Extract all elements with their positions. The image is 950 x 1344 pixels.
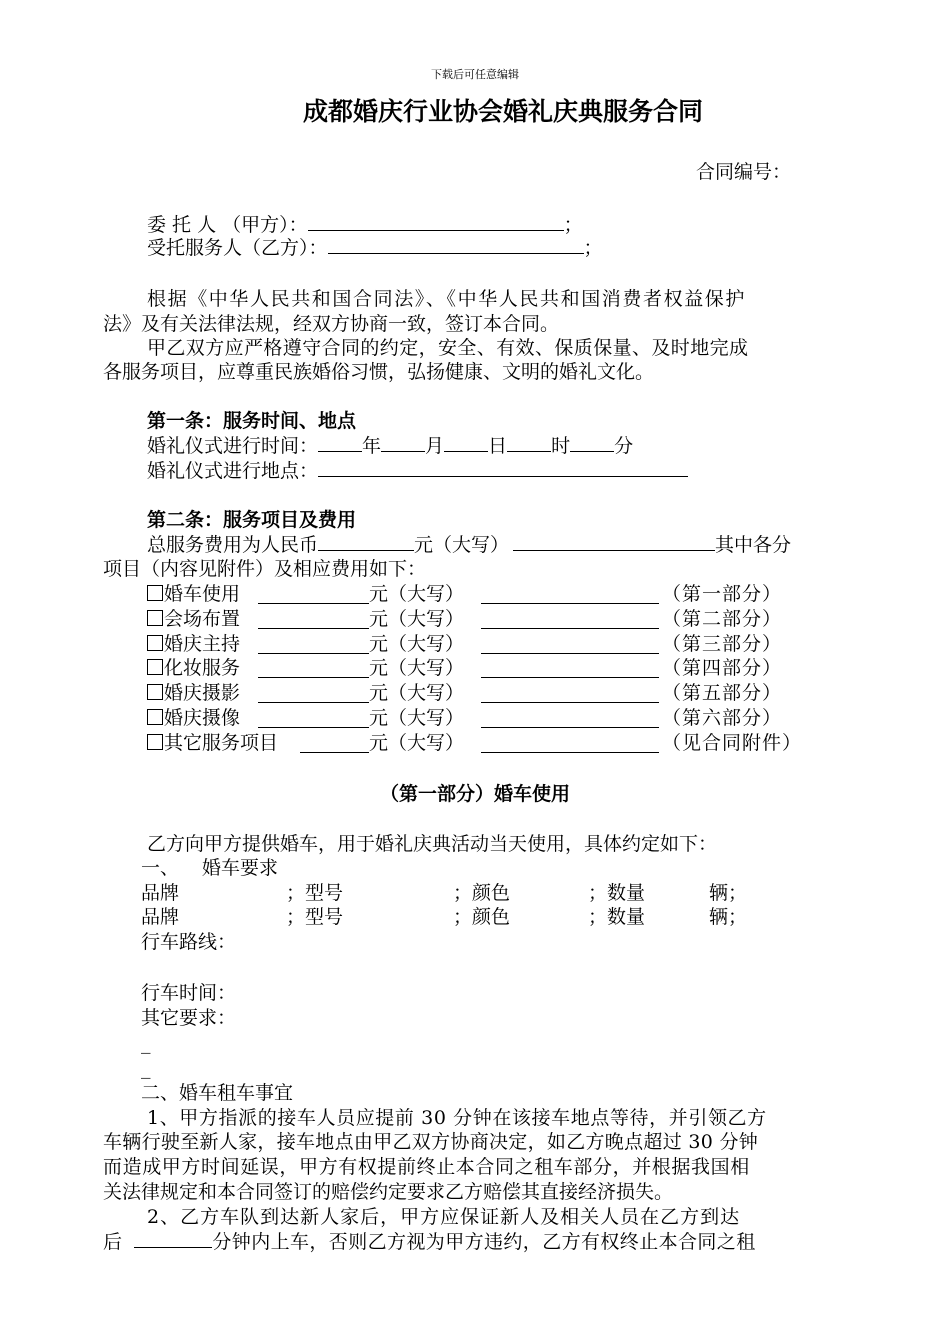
intro-p2-line1: 甲乙双方应严格遵守合同的约定，安全、有效、保质保量、及时地完成 <box>147 337 749 359</box>
other-requirements-label: 其它要求： <box>141 1007 237 1029</box>
fee-item-caps-blank[interactable] <box>481 610 659 629</box>
checkbox[interactable] <box>147 635 163 651</box>
quantity-label: ；数量 <box>588 882 646 904</box>
fee-item-yuan-label: 元（大写） <box>369 583 465 605</box>
article1-place-line <box>147 458 688 484</box>
article2-heading: 第二条：服务项目及费用 <box>147 509 357 531</box>
day-blank[interactable] <box>444 433 488 452</box>
hour-label: 时 <box>551 435 571 457</box>
total-fee-tail: 其中各分 <box>715 534 792 556</box>
fee-item-name: 婚庆摄影 <box>164 682 241 705</box>
month-blank[interactable] <box>381 433 425 452</box>
fee-item-row <box>147 681 827 706</box>
month-label: 月 <box>425 435 445 457</box>
fee-item-part: （第四部分） <box>662 657 783 680</box>
fee-item-amount-blank[interactable] <box>258 684 369 703</box>
model-label: ；型号 <box>286 906 344 928</box>
fee-item-part: （见合同附件） <box>662 731 803 754</box>
quantity-label: ；数量 <box>588 906 646 928</box>
car-spec-row <box>141 881 761 906</box>
total-fee-blank[interactable] <box>318 532 414 551</box>
checkbox[interactable] <box>147 734 163 750</box>
color-label: ；颜色 <box>453 906 511 928</box>
section1-line <box>141 856 278 881</box>
total-fee-caps-blank[interactable] <box>513 532 715 551</box>
time-label: 婚礼仪式进行时间： <box>147 435 319 457</box>
fee-item-amount-blank[interactable] <box>258 585 369 604</box>
fee-item-name: 婚庆摄像 <box>164 707 241 729</box>
fee-item-part: （第一部分） <box>662 583 783 605</box>
fee-item-row <box>147 656 827 681</box>
fee-item-amount-blank[interactable] <box>258 659 369 678</box>
clause1-line3: 而造成甲方时间延误，甲方有权提前终止本合同之租车部分，并根据我国相 <box>103 1156 750 1178</box>
year-label: 年 <box>362 435 382 457</box>
car-spec-row <box>141 905 761 930</box>
party-b-blank[interactable] <box>328 235 584 254</box>
fee-item-yuan-label: 元（大写） <box>369 731 465 754</box>
hour-blank[interactable] <box>507 433 551 452</box>
clause2-line1: 2、乙方车队到达新人家后，甲方应保证新人及相关人员在乙方到达 <box>147 1206 741 1228</box>
checkbox[interactable] <box>147 659 163 675</box>
fee-item-amount-blank[interactable] <box>258 635 369 654</box>
fee-item-amount-blank[interactable] <box>258 610 369 629</box>
fee-item-amount-blank[interactable] <box>258 709 369 728</box>
place-label: 婚礼仪式进行地点： <box>147 460 319 482</box>
party-a-semicolon: ； <box>563 214 583 236</box>
route-label: 行车路线： <box>141 931 237 953</box>
fee-item-yuan-label: 元（大写） <box>369 607 465 630</box>
fee-item-row <box>147 731 827 756</box>
fee-item-caps-blank[interactable] <box>481 659 659 678</box>
minute-label: 分 <box>614 435 634 457</box>
contract-number-label: 合同编号： <box>696 161 792 183</box>
party-a-label: 委 托 人 （甲方）： <box>147 214 308 236</box>
year-blank[interactable] <box>318 433 362 452</box>
fee-item-yuan-label: 元（大写） <box>369 657 465 680</box>
fee-item-caps-blank[interactable] <box>481 684 659 703</box>
total-fee-line <box>147 532 791 558</box>
fee-item-name: 其它服务项目 <box>164 731 279 754</box>
party-a-blank[interactable] <box>308 212 564 231</box>
minutes-blank[interactable] <box>134 1229 212 1248</box>
page-title: 成都婚庆行业协会婚礼庆典服务合同 <box>302 97 703 126</box>
fee-item-yuan-label: 元（大写） <box>369 682 465 705</box>
checkbox[interactable] <box>147 709 163 725</box>
fee-item-caps-blank[interactable] <box>481 585 659 604</box>
minute-blank[interactable] <box>570 433 614 452</box>
fee-item-yuan-label: 元（大写） <box>369 707 465 729</box>
place-blank[interactable] <box>318 458 688 477</box>
fee-item-row <box>147 706 827 731</box>
fee-item-amount-blank[interactable] <box>300 734 369 753</box>
party-b-semicolon: ； <box>583 237 603 259</box>
intro-p2-line2: 各服务项目，应尊重民族婚俗习惯，弘扬健康、文明的婚礼文化。 <box>103 361 655 383</box>
fee-item-name: 化妆服务 <box>164 657 241 680</box>
fee-item-part: （第二部分） <box>662 607 783 630</box>
intro-p1-line2: 法》及有关法律法规，经双方协商一致，签订本合同。 <box>103 313 560 335</box>
total-fee-label: 总服务费用为人民币 <box>147 534 319 556</box>
fee-item-part: （第三部分） <box>662 632 783 655</box>
clause1-line2: 车辆行驶至新人家，接车地点由甲乙双方协商决定，如乙方晚点超过 30 分钟 <box>103 1131 759 1153</box>
part1-intro: 乙方向甲方提供婚车，用于婚礼庆典活动当天使用，具体约定如下： <box>147 833 718 855</box>
section2-title: 二、婚车租车事宜 <box>141 1082 294 1104</box>
fee-item-caps-blank[interactable] <box>481 709 659 728</box>
fee-item-caps-blank[interactable] <box>481 635 659 654</box>
fee-item-row <box>147 607 827 632</box>
fee-item-yuan-label: 元（大写） <box>369 632 465 655</box>
article1-time-line <box>147 433 633 459</box>
party-b-label: 受托服务人（乙方）： <box>147 237 328 259</box>
section1-number: 一、 <box>141 857 180 879</box>
unit-label: 辆； <box>709 906 748 928</box>
fee-item-name: 婚庆主持 <box>164 632 241 655</box>
color-label: ；颜色 <box>453 882 511 904</box>
fee-item-row <box>147 582 827 607</box>
checkbox[interactable] <box>147 610 163 626</box>
drive-time-label: 行车时间： <box>141 982 237 1004</box>
clause2-text: 分钟内上车，否则乙方视为甲方违约，乙方有权终止本合同之租 <box>212 1231 756 1253</box>
part1-heading: （第一部分）婚车使用 <box>379 783 570 805</box>
checkbox[interactable] <box>147 684 163 700</box>
unit-label: 辆； <box>709 882 748 904</box>
fee-item-row <box>147 632 827 657</box>
total-fee-caps-label: 元（大写） <box>414 534 510 556</box>
dash-mark: _ <box>141 1057 151 1079</box>
clause2-line2 <box>103 1229 756 1255</box>
fee-item-name: 会场布置 <box>164 607 241 630</box>
fee-item-part: （第六部分） <box>662 707 783 729</box>
header-note: 下载后可任意编辑 <box>431 68 519 81</box>
article1-heading: 第一条：服务时间、地点 <box>147 410 357 432</box>
dash-mark: _ <box>141 1032 151 1054</box>
model-label: ；型号 <box>286 882 344 904</box>
clause1-line1: 1、甲方指派的接车人员应提前 30 分钟在该接车地点等待，并引领乙方 <box>147 1107 767 1129</box>
clause2-prefix: 后 <box>103 1231 123 1253</box>
day-label: 日 <box>488 435 508 457</box>
section1-title: 婚车要求 <box>202 857 279 879</box>
brand-label: 品牌 <box>141 906 180 928</box>
fee-item-name: 婚车使用 <box>164 583 241 605</box>
intro-p1-line1: 根据《中华人民共和国合同法》、《中华人民共和国消费者权益保护 <box>147 288 747 310</box>
brand-label: 品牌 <box>141 882 180 904</box>
fee-item-part: （第五部分） <box>662 682 783 705</box>
clause1-line4: 关法律规定和本合同签订的赔偿约定要求乙方赔偿其直接经济损失。 <box>103 1181 674 1203</box>
party-b-line <box>147 235 603 261</box>
fee-item-caps-blank[interactable] <box>481 734 659 753</box>
total-fee-line2: 项目（内容见附件）及相应费用如下： <box>103 558 427 580</box>
checkbox[interactable] <box>147 585 163 601</box>
